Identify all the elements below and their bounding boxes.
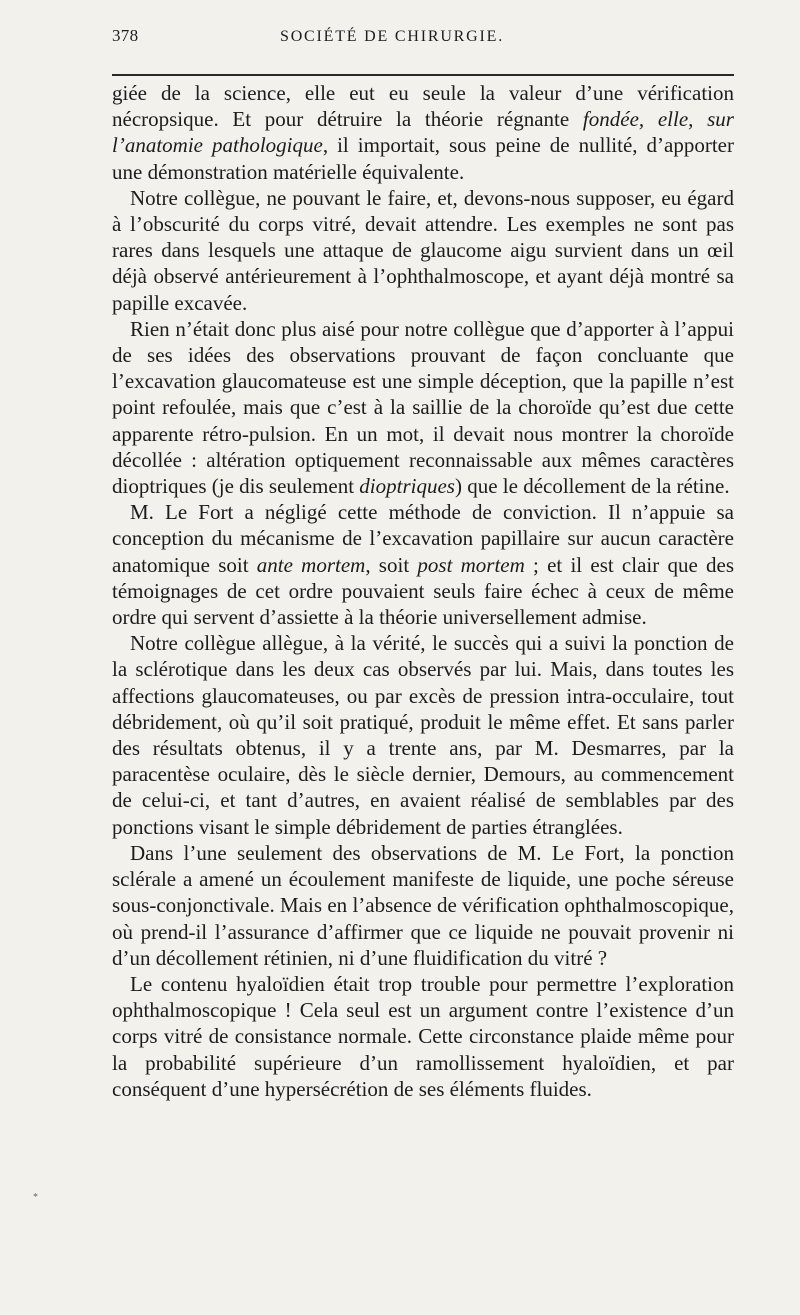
text-run: Rien n’était donc plus aisé pour notre collègue que d’apporter à l’appui de ses idées des observations prouvant de façon concluante que l’excavation glaucomateuse est une simple déception, que la papille n’est point refoulée, mais que c’est à la saillie de la choroïde qu’est due cette apparente rétro-pulsion. En un mot, il devait nous montrer la choroïde décollée : altération optiquement reconnaissable aux mêmes caractères dioptriques (je dis seulement: [112, 316, 734, 499]
paragraph: [112, 185, 734, 316]
italic-run: ante mortem: [256, 552, 366, 577]
body-text: [112, 80, 734, 1102]
text-run: ; et il est clair que des témoignages de cet ordre pouvaient seuls faire échec à ceux de même ordre qui servent d’assiette à la théorie universellement admise.: [112, 552, 735, 630]
text-run: Dans l’une seulement des observations de M. Le Fort, la ponction sclérale a amené un écoulement manifeste de liquide, une poche séreuse sous-conjonctivale. Mais en l’absence de vérification ophthalmoscopique, où prend-il l’assurance d’affirmer que ce liquide ne pouvait provenir ni d’un décollement rétinien, ni d’une fluidification du vitré ?: [112, 840, 734, 970]
margin-speck: *: [33, 1192, 38, 1203]
text-run: Notre collègue allègue, à la vérité, le succès qui a suivi la ponction de la sclérotique dans les deux cas observés par lui. Mais, dans toutes les affections glaucomateuses, ou par excès de pression intra-occulaire, tout débridement, où qu’il soit pratiqué, produit le même effet. Et sans parler des résultats obtenus, il y a trente ans, par M. Desmarres, par la paracentèse oculaire, dès le siècle dernier, Demours, au commencement de celui-ci, et tant d’autres, en avaient réalisé de semblables par des ponctions visant le simple débridement de parties étranglées.: [112, 631, 734, 839]
text-run: , soit: [365, 552, 418, 577]
italic-run: fondée, elle, sur l’anatomie pathologique: [112, 107, 734, 158]
page-number: 378: [112, 26, 139, 45]
text-run: Notre collègue, ne pouvant le faire, et, devons-nous supposer, eu égard à l’obscurité du corps vitré, devait attendre. Les exemples ne sont pas rares dans lesquels une attaque de glaucome aigu survient dans un œil déjà observé antérieurement à l’ophthalmoscope, et ayant déjà montré sa papille excavée.: [112, 185, 734, 315]
running-head: [112, 26, 734, 58]
journal-title: SOCIÉTÉ DE CHIRURGIE.: [280, 28, 505, 45]
text-run: Le contenu hyaloïdien était trop trouble pour permettre l’exploration ophthalmoscopique ! Cela seul est un argument contre l’existence d’un corps vitré de consistance normale. Cette circonstance plaide même pour la probabilité supérieure d’un ramollissement hyaloïdien, et par conséquent d’une hypersécrétion de ses éléments fluides.: [112, 971, 734, 1101]
text-run: M. Le Fort a négligé cette méthode de conviction. Il n’appuie sa conception du mécanisme de l’excavation papillaire sur aucun caractère anatomique soit: [112, 500, 734, 577]
text-run: ) que le décollement de la rétine.: [454, 474, 730, 499]
text-run: , il importait, sous peine de nullité, d’apporter une démonstration matérielle équivalente.: [112, 133, 734, 184]
paragraph: [112, 316, 734, 499]
paragraph: [112, 840, 734, 971]
italic-run: dioptriques: [359, 474, 455, 499]
paragraph: [112, 630, 734, 840]
header-rule: [112, 74, 734, 76]
paragraph: [112, 80, 734, 185]
text-run: giée de la science, elle eut eu seule la valeur d’une vérification nécropsique. Et pour détruire la théorie régnante: [112, 81, 734, 132]
paragraph: [112, 971, 734, 1102]
italic-run: post mortem: [417, 552, 525, 577]
paragraph: [112, 499, 734, 630]
